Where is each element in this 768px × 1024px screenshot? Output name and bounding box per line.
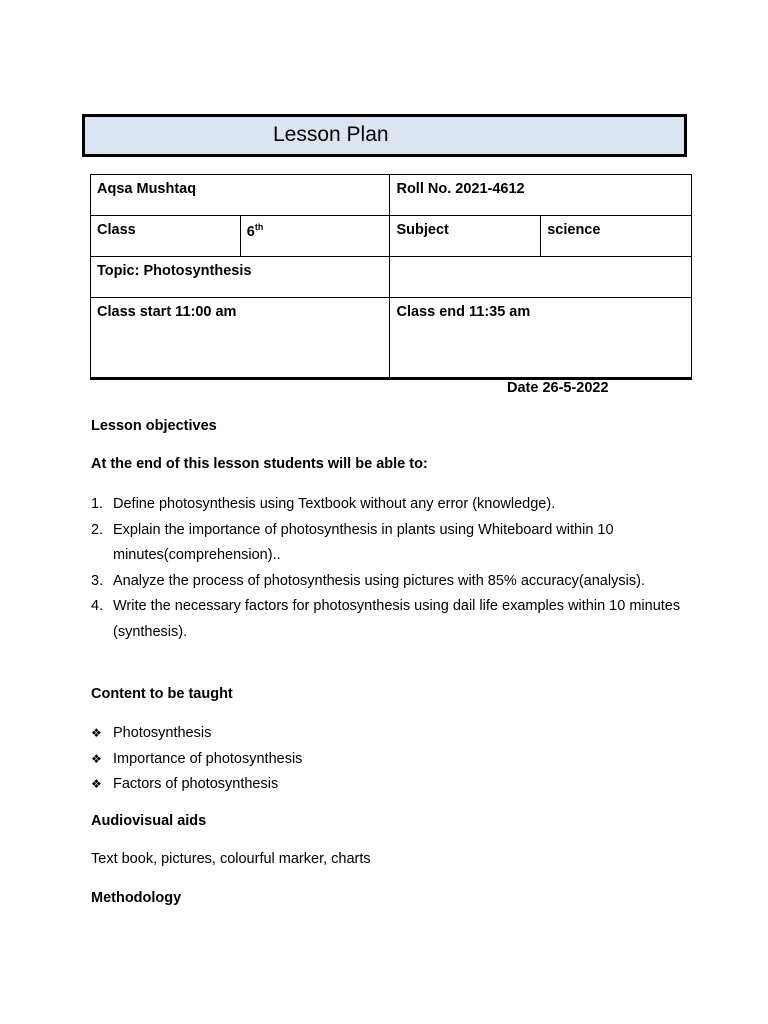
subject-value-cell: science (541, 216, 692, 257)
methodology-heading: Methodology (91, 890, 182, 906)
item-number: 1. (91, 496, 104, 512)
page-title: Lesson Plan (273, 123, 389, 146)
item-text: Analyze the process of photosynthesis using pictures with 85% accuracy(analysis). (113, 572, 645, 589)
item-text: Factors of photosynthesis (113, 776, 279, 792)
name-cell: Aqsa Mushtaq (91, 175, 390, 216)
table-row (91, 216, 692, 257)
content-list (91, 721, 302, 798)
item-text: Importance of photosynthesis (113, 750, 303, 767)
item-text: Explain the importance of photosynthesis in plants using Whiteboard within 10 minutes(comprehension).. (113, 521, 614, 563)
content-heading: Content to be taught (91, 686, 233, 702)
class-label-cell: Class (91, 216, 241, 257)
empty-cell (390, 257, 692, 298)
topic-cell: Topic: Photosynthesis (91, 257, 390, 298)
class-end-cell: Class end 11:35 am (390, 298, 692, 379)
list-item (91, 518, 691, 569)
title-box (82, 114, 687, 157)
audiovisual-heading: Audiovisual aids (91, 813, 207, 829)
item-number: 4. (91, 598, 104, 614)
item-number: 2. (91, 521, 104, 538)
date-label: Date 26-5-2022 (507, 380, 609, 396)
class-start-cell: Class start 11:00 am (91, 298, 390, 379)
item-text: Define photosynthesis using Textbook without any error (knowledge). (113, 496, 556, 512)
objectives-heading: Lesson objectives (91, 418, 217, 434)
list-item (91, 594, 691, 645)
class-value: 6 (246, 223, 255, 240)
list-item (91, 772, 302, 798)
subject-label-cell: Subject (390, 216, 541, 257)
class-value-cell (240, 216, 390, 257)
class-superscript: th (254, 222, 264, 232)
list-item (91, 721, 302, 747)
table-row (91, 298, 692, 379)
audiovisual-text: Text book, pictures, colourful marker, charts (91, 851, 371, 867)
item-text: Photosynthesis (113, 725, 212, 741)
list-item (91, 492, 691, 518)
objectives-intro: At the end of this lesson students will be able to: (91, 456, 428, 472)
table-row (91, 257, 692, 298)
lesson-info-table (90, 174, 692, 380)
roll-no-cell: Roll No. 2021-4612 (390, 175, 692, 216)
item-number: 3. (91, 572, 104, 589)
table-row (91, 175, 692, 216)
list-item (91, 569, 691, 595)
diamond-bullet-icon: ❖ (91, 751, 102, 766)
item-text: Write the necessary factors for photosynthesis using dail life examples within 10 minutes (synthesis). (113, 598, 681, 640)
diamond-bullet-icon: ❖ (91, 726, 102, 740)
list-item (91, 747, 302, 773)
objectives-list (91, 492, 691, 645)
diamond-bullet-icon: ❖ (91, 777, 102, 791)
